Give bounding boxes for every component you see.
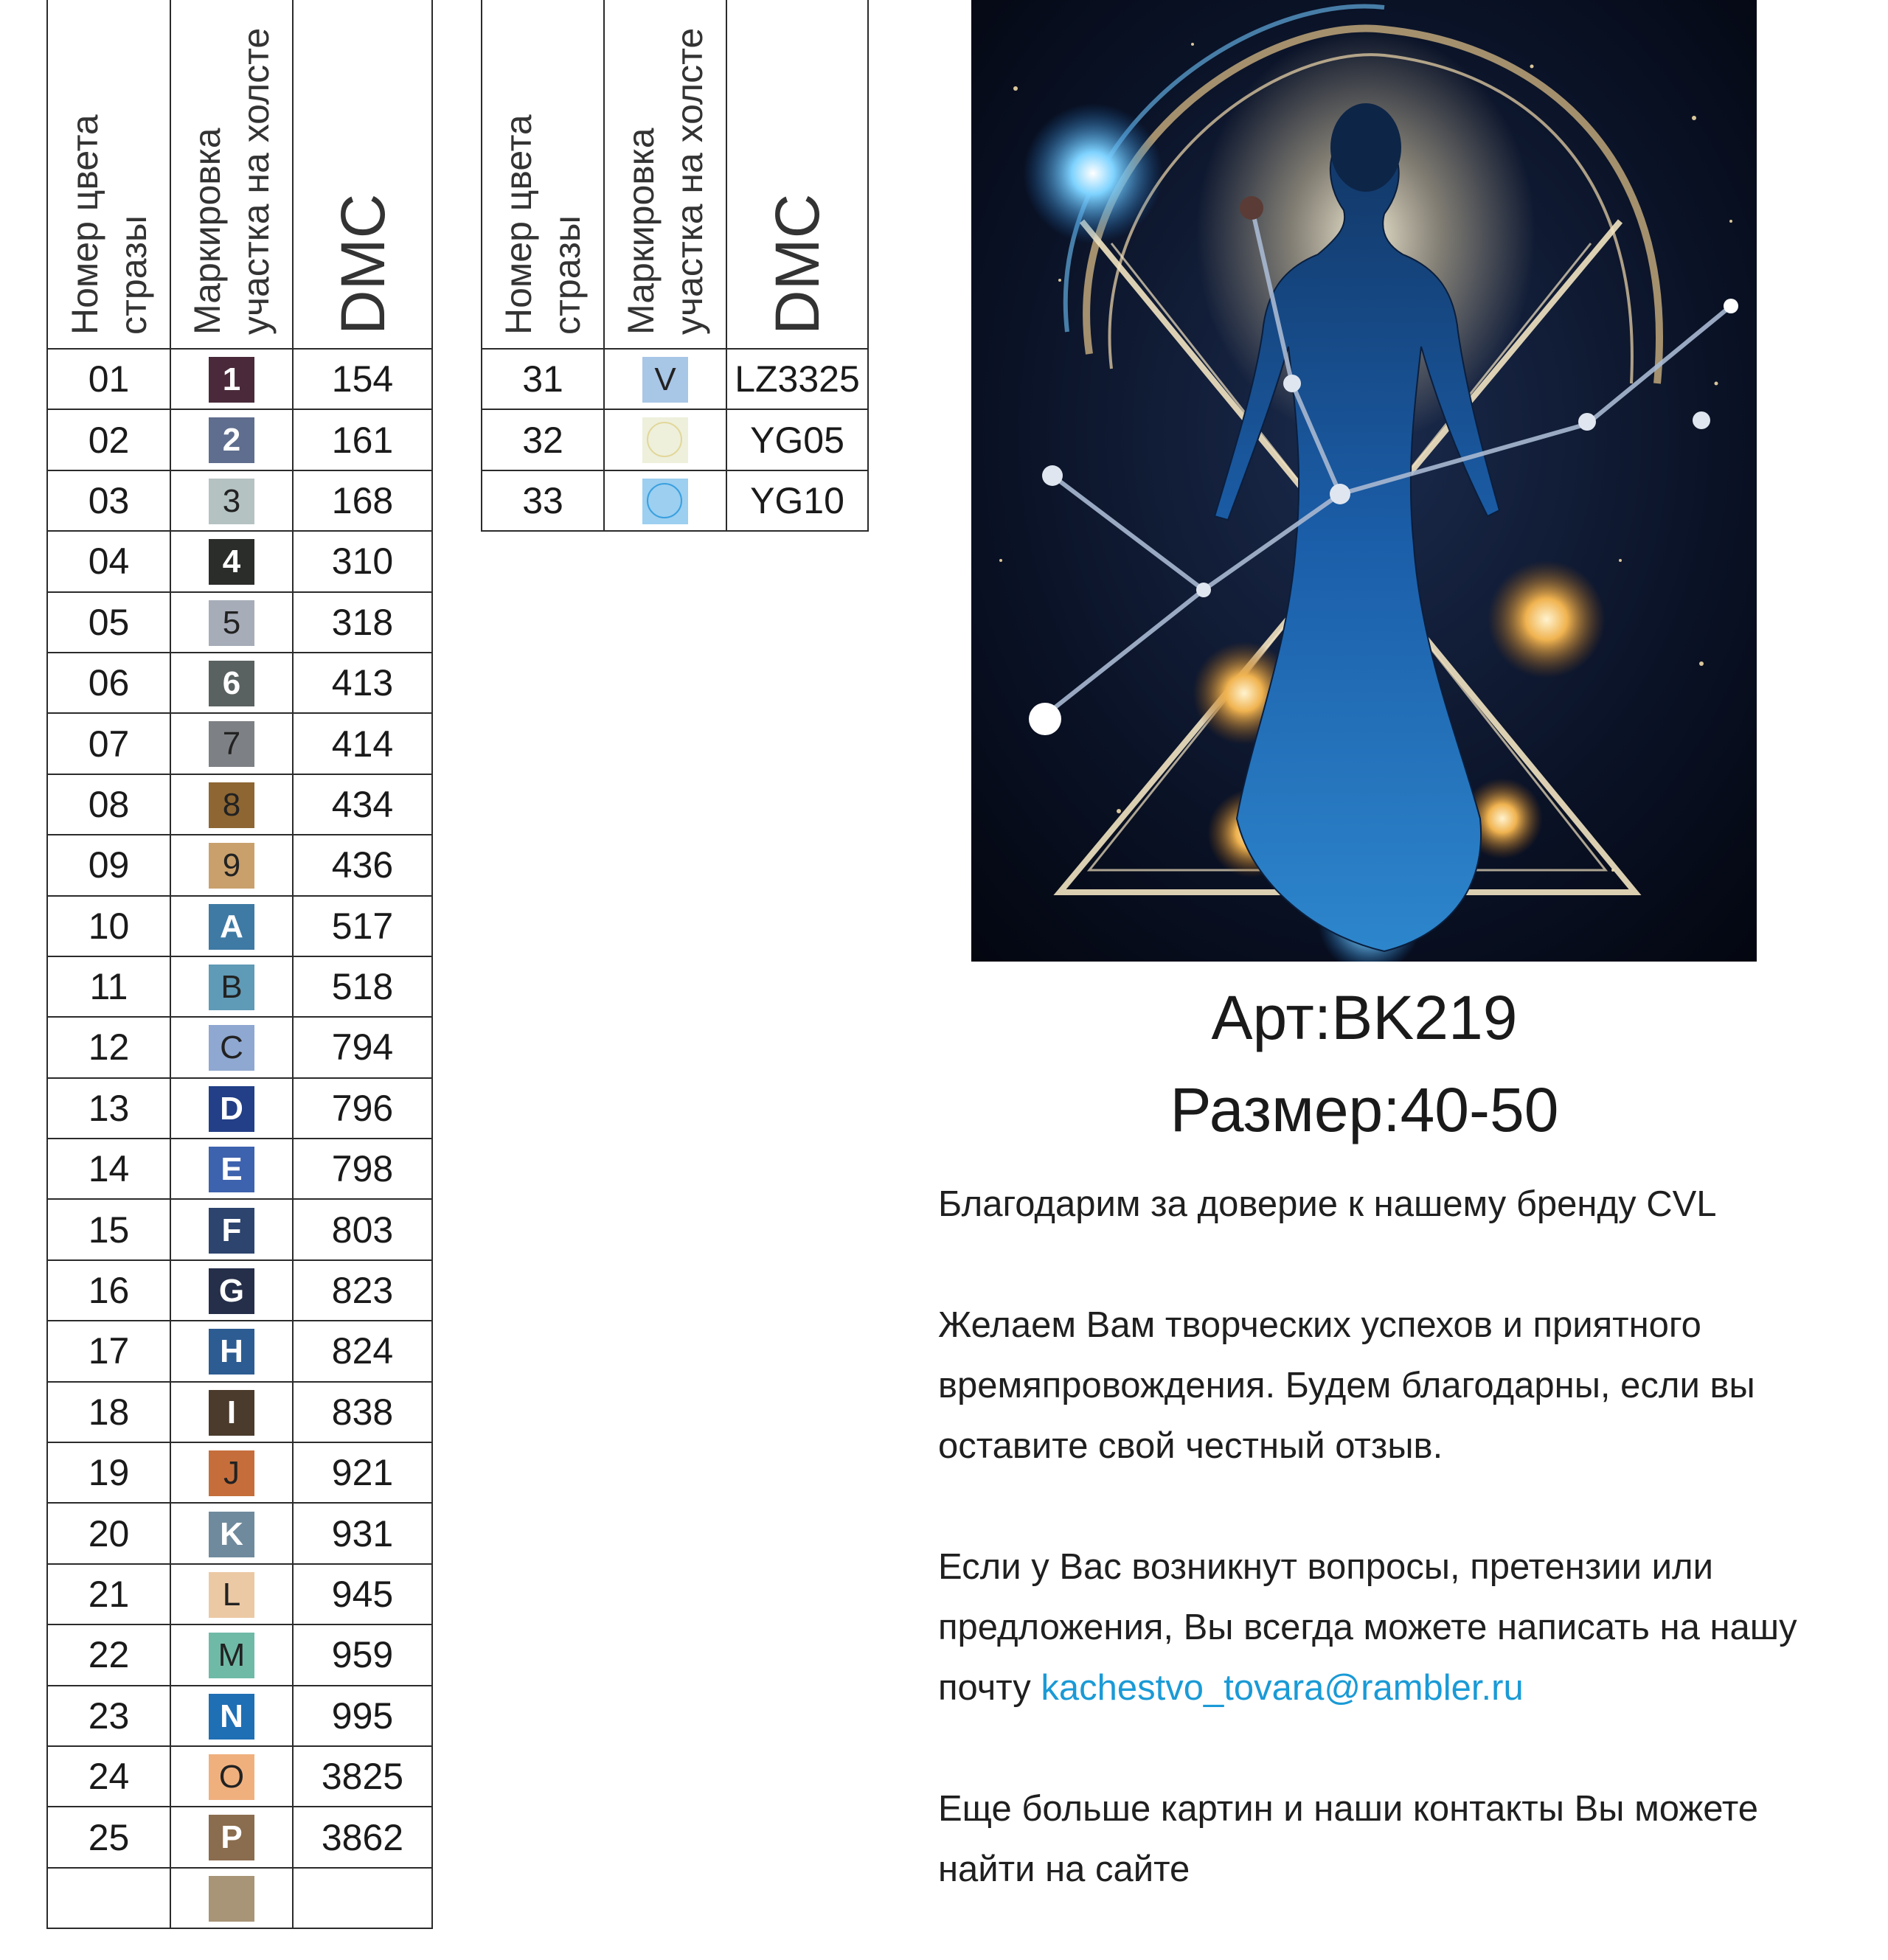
marking-cell: [170, 1139, 293, 1199]
dmc-code: 959: [293, 1624, 432, 1685]
color-number: 21: [47, 1564, 170, 1624]
marking-cell: [170, 713, 293, 774]
marking-cell: [604, 470, 726, 531]
color-swatch: H: [209, 1329, 254, 1375]
dmc-code: 794: [293, 1017, 432, 1077]
table-row: [47, 1564, 432, 1624]
marking-cell: [170, 1746, 293, 1807]
table-row: [47, 1624, 432, 1685]
color-number: 23: [47, 1686, 170, 1746]
table-row: [47, 592, 432, 653]
table-row: [47, 653, 432, 713]
table-row: [482, 470, 868, 531]
table-row: [47, 531, 432, 591]
contact-text: [938, 1537, 1853, 1718]
wishes-text: Желаем Вам творческих успехов и приятного времяпровождения. Будем благодарны, если вы оставите свой честный отзыв.: [938, 1305, 1755, 1466]
dmc-code: 318: [293, 592, 432, 653]
color-number: 22: [47, 1624, 170, 1685]
dmc-code: 161: [293, 409, 432, 470]
dmc-code: 803: [293, 1199, 432, 1259]
color-swatch: G: [209, 1268, 254, 1314]
color-swatch: B: [209, 965, 254, 1010]
marking-cell: [170, 835, 293, 895]
contact-text-body: Если у Вас возникнут вопросы, претензии или предложения, Вы всегда можете написать на нашу почту: [938, 1547, 1797, 1708]
table-row: [47, 1260, 432, 1321]
marking-cell: [604, 409, 726, 470]
dmc-code: 518: [293, 956, 432, 1017]
dmc-code: 154: [293, 349, 432, 409]
table-row: [482, 349, 868, 409]
color-table-right: [481, 0, 869, 532]
color-number: 14: [47, 1139, 170, 1199]
color-swatch: M: [209, 1633, 254, 1678]
dmc-code: LZ3325: [726, 349, 868, 409]
table-row: [47, 1686, 432, 1746]
table-row: [482, 409, 868, 470]
color-swatch: [642, 479, 688, 524]
marking-cell: [170, 1382, 293, 1442]
color-swatch: K: [209, 1512, 254, 1557]
color-number: 20: [47, 1503, 170, 1563]
header-dmc: DMC: [293, 0, 432, 349]
table-row: [47, 1807, 432, 1867]
artwork-preview: [971, 0, 1757, 962]
color-swatch: V: [642, 357, 688, 403]
color-number: 05: [47, 592, 170, 653]
color-number: 24: [47, 1746, 170, 1807]
color-table-left: [46, 0, 433, 1929]
marking-cell: [170, 349, 293, 409]
color-number: 09: [47, 835, 170, 895]
table-row: [47, 1078, 432, 1139]
table-row: [47, 1746, 432, 1807]
canvas-size: Размер:40-50: [1170, 1075, 1559, 1144]
table-row: [47, 1503, 432, 1563]
color-swatch: 6: [209, 661, 254, 706]
color-swatch: 2: [209, 417, 254, 463]
color-number: 07: [47, 713, 170, 774]
table-row: [47, 774, 432, 835]
color-swatch: 4: [209, 539, 254, 585]
dmc-code: 838: [293, 1382, 432, 1442]
table-row: [47, 349, 432, 409]
dmc-code: 796: [293, 1078, 432, 1139]
dmc-code: 921: [293, 1442, 432, 1503]
color-swatch: I: [209, 1390, 254, 1436]
marking-cell: [170, 1807, 293, 1867]
color-number: 31: [482, 349, 604, 409]
marking-cell: [170, 956, 293, 1017]
marking-cell: [170, 470, 293, 531]
marking-cell: [170, 1564, 293, 1624]
marking-cell: [170, 896, 293, 956]
table-row: [47, 1199, 432, 1259]
color-swatch: 1: [209, 357, 254, 403]
color-number: 25: [47, 1807, 170, 1867]
table-row: [47, 1139, 432, 1199]
dmc-code: 945: [293, 1564, 432, 1624]
dmc-code: 434: [293, 774, 432, 835]
color-number: 06: [47, 653, 170, 713]
dmc-code: 824: [293, 1321, 432, 1381]
description-block: [938, 1174, 1853, 1960]
marking-cell: [170, 1321, 293, 1381]
dmc-code: 931: [293, 1503, 432, 1563]
marking-cell: [170, 1199, 293, 1259]
color-swatch: F: [209, 1208, 254, 1254]
color-swatch: 3: [209, 479, 254, 524]
dmc-code: 3825: [293, 1746, 432, 1807]
color-number: 33: [482, 470, 604, 531]
table-row: [47, 470, 432, 531]
dmc-code: 517: [293, 896, 432, 956]
marking-cell: [170, 409, 293, 470]
color-swatch: A: [209, 904, 254, 950]
table-row: [47, 1442, 432, 1503]
marking-cell: [170, 1686, 293, 1746]
color-number: 01: [47, 349, 170, 409]
color-number: 08: [47, 774, 170, 835]
marking-cell: [170, 1503, 293, 1563]
color-number: 15: [47, 1199, 170, 1259]
header-dmc: DMC: [726, 0, 868, 349]
color-number: 10: [47, 896, 170, 956]
table-row: [47, 409, 432, 470]
dmc-code: 168: [293, 470, 432, 531]
color-swatch: 9: [209, 843, 254, 889]
marking-cell: [170, 1624, 293, 1685]
color-number: 32: [482, 409, 604, 470]
color-number: [47, 1868, 170, 1928]
color-swatch: L: [209, 1572, 254, 1618]
color-number: 13: [47, 1078, 170, 1139]
marking-cell: [170, 1442, 293, 1503]
marking-cell: [604, 349, 726, 409]
color-number: 16: [47, 1260, 170, 1321]
color-swatch: E: [209, 1147, 254, 1192]
header-marking: Маркировка участка на холсте: [604, 0, 726, 349]
color-swatch: N: [209, 1694, 254, 1740]
table-row: [47, 1017, 432, 1077]
header-marking: Маркировка участка на холсте: [170, 0, 293, 349]
dmc-code: 798: [293, 1139, 432, 1199]
table-row: [47, 1382, 432, 1442]
marking-cell: [170, 1260, 293, 1321]
dmc-code: 436: [293, 835, 432, 895]
artwork-image: [971, 0, 1757, 962]
color-number: 04: [47, 531, 170, 591]
article-number: Арт:BK219: [1211, 983, 1518, 1052]
table-row: [47, 835, 432, 895]
marking-cell: [170, 531, 293, 591]
marking-cell: [170, 592, 293, 653]
marking-cell: [170, 653, 293, 713]
color-number: 18: [47, 1382, 170, 1442]
dmc-code: [293, 1868, 432, 1928]
dmc-code: 3862: [293, 1807, 432, 1867]
color-swatch: O: [209, 1754, 254, 1800]
table-row: [47, 956, 432, 1017]
dmc-code: 823: [293, 1260, 432, 1321]
color-swatch: 5: [209, 600, 254, 646]
color-swatch: 7: [209, 721, 254, 767]
dmc-code: 413: [293, 653, 432, 713]
thanks-text: Благодарим за доверие к нашему бренду CVL: [938, 1184, 1717, 1224]
marking-cell: [170, 1017, 293, 1077]
color-swatch: [642, 417, 688, 463]
marking-cell: [170, 1868, 293, 1928]
color-swatch: C: [209, 1025, 254, 1071]
color-number: 02: [47, 409, 170, 470]
color-number: 19: [47, 1442, 170, 1503]
color-swatch: P: [209, 1815, 254, 1860]
marking-cell: [170, 774, 293, 835]
dmc-code: YG05: [726, 409, 868, 470]
header-number: Номер цвета стразы: [47, 0, 170, 349]
color-number: 17: [47, 1321, 170, 1381]
marking-cell: [170, 1078, 293, 1139]
dmc-code: 414: [293, 713, 432, 774]
dmc-code: 995: [293, 1686, 432, 1746]
table-row: [47, 713, 432, 774]
color-swatch: D: [209, 1086, 254, 1132]
website-text: Еще больше картин и наши контакты Вы можете найти на сайте: [938, 1789, 1759, 1889]
email-link[interactable]: kachestvo_tovara@rambler.ru: [1041, 1668, 1524, 1708]
color-swatch: 8: [209, 782, 254, 828]
table-row: [47, 1321, 432, 1381]
color-number: 03: [47, 470, 170, 531]
color-number: 12: [47, 1017, 170, 1077]
header-number: Номер цвета стразы: [482, 0, 604, 349]
table-row: [47, 1868, 432, 1928]
color-swatch: [209, 1876, 254, 1922]
table-row: [47, 896, 432, 956]
dmc-code: 310: [293, 531, 432, 591]
color-number: 11: [47, 956, 170, 1017]
dmc-code: YG10: [726, 470, 868, 531]
color-swatch: J: [209, 1450, 254, 1496]
